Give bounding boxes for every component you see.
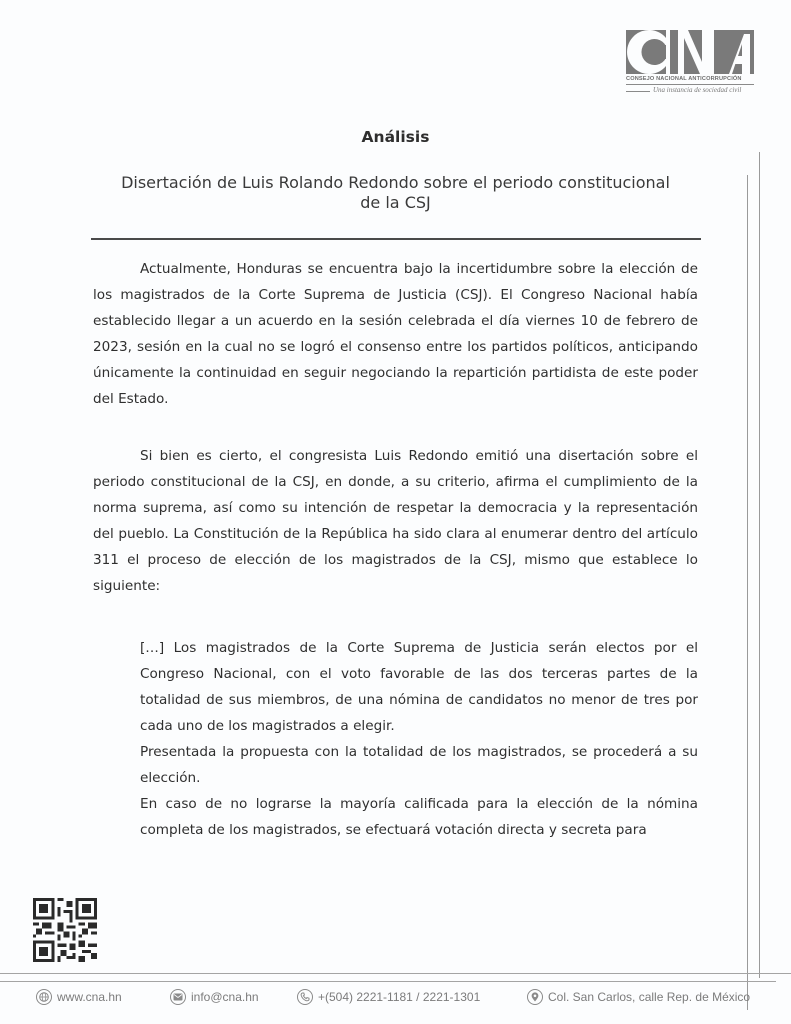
footer-rule: [0, 973, 791, 974]
location-pin-icon: [527, 989, 543, 1005]
footer-contacts: [0, 986, 791, 1010]
cna-logo-mark: [626, 28, 756, 75]
qr-code: [33, 898, 97, 962]
paragraph-text: Si bien es cierto, el congresista Luis Redondo emitió una disertación sobre el periodo constitucional de la CSJ, en donde, a su criterio, afirma el cumplimiento de la norma suprema, así como su intención de respetar la democracia y la representación del pueblo. La Constitución de la República ha sido clara al enumerar dentro del artículo 311 el proceso de elección de los magistrados de la CSJ, mismo que establece lo siguiente:: [93, 448, 698, 594]
footer-website[interactable]: [36, 986, 122, 1008]
body-paragraph: [93, 256, 698, 412]
decorative-vertical-line: [747, 175, 748, 1010]
constitution-quote: [140, 635, 698, 843]
logo-tagline-rule: [626, 91, 650, 92]
footer-email[interactable]: [170, 986, 259, 1008]
title-divider: [91, 238, 701, 240]
footer-address: [527, 986, 750, 1008]
quote-paragraph: Presentada la propuesta con la totalidad de los magistrados, se procederá a su elección.: [140, 744, 698, 786]
decorative-vertical-line: [759, 152, 760, 978]
footer-address-text: Col. San Carlos, calle Rep. de México: [548, 990, 751, 1004]
logo-divider: [626, 84, 754, 85]
footer-rule: [0, 981, 776, 982]
paragraph-text: Actualmente, Honduras se encuentra bajo la incertidumbre sobre la elección de los magistrados de la Corte Suprema de Justicia (CSJ). El Congreso Nacional había establecido llegar a un acuerdo en la sesión celebrada el día viernes 10 de febrero de 2023, sesión en la cual no se logró el consenso entre los partidos políticos, anticipando únicamente la continuidad en seguir negociando la repartición partidista de este poder del Estado.: [93, 261, 698, 407]
quote-paragraph: En caso de no lograrse la mayoría calificada para la elección de la nómina completa de los magistrados, se efectuará votación directa y secreta para: [140, 796, 698, 838]
footer-email-text: info@cna.hn: [191, 990, 259, 1004]
document-kicker: Análisis: [361, 128, 430, 146]
cna-logo: [626, 28, 756, 100]
logo-organization-name: CONSEJO NACIONAL ANTICORRUPCIÓN: [626, 76, 742, 82]
phone-icon: [297, 989, 313, 1005]
logo-tagline: Una instancia de sociedad civil: [653, 86, 742, 94]
quote-paragraph: […] Los magistrados de la Corte Suprema de Justicia serán electos por el Congreso Nacional, con el voto favorable de las dos terceras partes de la totalidad de sus miembros, de una nómina de candidatos no menor de tres por cada uno de los magistrados a elegir.: [140, 640, 698, 734]
mail-icon: [170, 989, 186, 1005]
document-title: Disertación de Luis Rolando Redondo sobre el periodo constitucional de la CSJ: [121, 173, 670, 212]
footer-website-text: www.cna.hn: [57, 990, 122, 1004]
globe-icon: [36, 989, 52, 1005]
body-paragraph: [93, 443, 698, 599]
footer-phone[interactable]: [297, 986, 480, 1008]
footer-phone-text: +(504) 2221-1181 / 2221-1301: [318, 990, 481, 1004]
